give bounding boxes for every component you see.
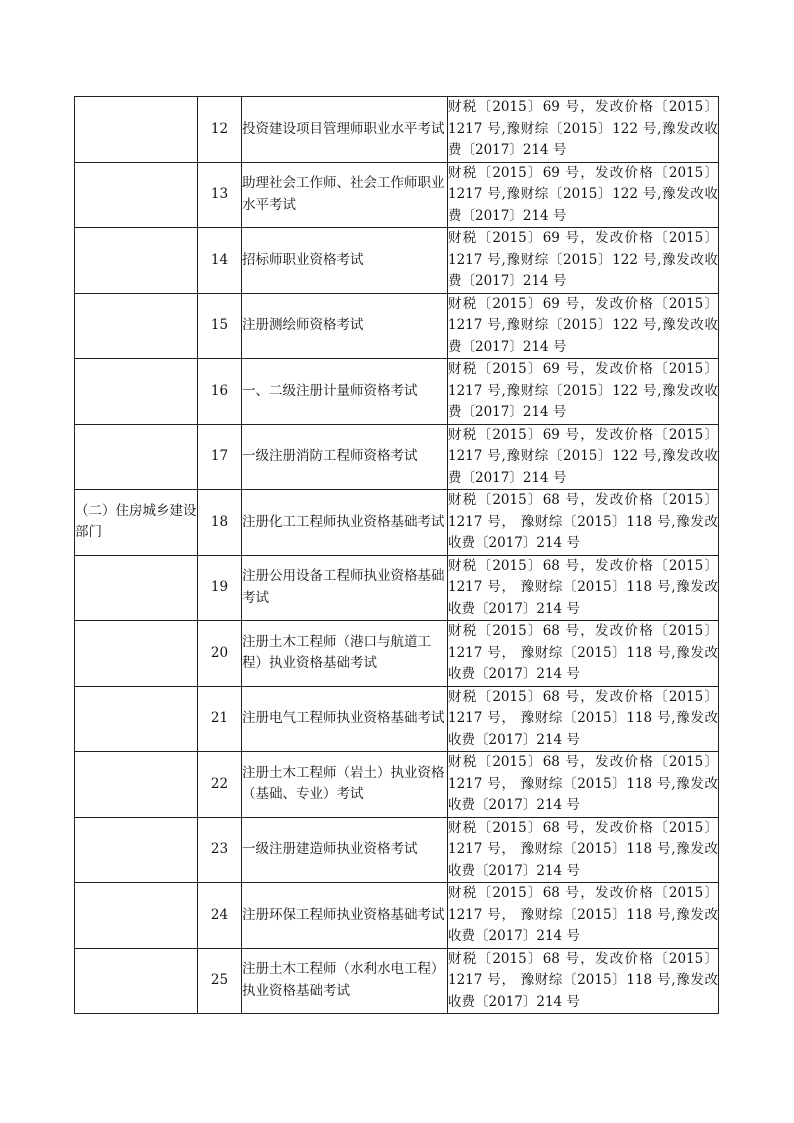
- table-row: [75, 948, 719, 1014]
- department-cell: [75, 162, 198, 228]
- fee-basis-cell: 财税〔2015〕68 号，发改价格〔2015〕1217 号， 豫财综〔2015〕118 号,豫发改收费〔2017〕214 号: [448, 621, 719, 687]
- department-cell: [75, 817, 198, 883]
- exam-name-cell: 注册电气工程师执业资格基础考试: [242, 686, 448, 752]
- table-row: [75, 817, 719, 883]
- fee-basis-cell: 财税〔2015〕69 号，发改价格〔2015〕1217 号,豫财综〔2015〕122 号,豫发改收费〔2017〕214 号: [448, 293, 719, 359]
- department-cell: [75, 293, 198, 359]
- department-cell: [75, 228, 198, 294]
- table-row: [75, 162, 719, 228]
- item-number-cell: 17: [198, 424, 242, 490]
- exam-name-cell: 一级注册建造师执业资格考试: [242, 817, 448, 883]
- item-number-cell: 19: [198, 555, 242, 621]
- item-number-cell: 21: [198, 686, 242, 752]
- exam-name-cell: 一级注册消防工程师资格考试: [242, 424, 448, 490]
- table-row: [75, 490, 719, 556]
- item-number-cell: 25: [198, 948, 242, 1014]
- department-cell: [75, 359, 198, 425]
- exam-name-cell: 招标师职业资格考试: [242, 228, 448, 294]
- table-row: [75, 359, 719, 425]
- item-number-cell: 15: [198, 293, 242, 359]
- exam-name-cell: 投资建设项目管理师职业水平考试: [242, 97, 448, 163]
- fee-basis-cell: 财税〔2015〕69 号，发改价格〔2015〕1217 号,豫财综〔2015〕122 号,豫发改收费〔2017〕214 号: [448, 97, 719, 163]
- fee-basis-cell: 财税〔2015〕69 号，发改价格〔2015〕1217 号,豫财综〔2015〕122 号,豫发改收费〔2017〕214 号: [448, 424, 719, 490]
- exam-name-cell: 注册化工工程师执业资格基础考试: [242, 490, 448, 556]
- table-row: [75, 424, 719, 490]
- department-cell: （二）住房城乡建设部门: [75, 490, 198, 556]
- item-number-cell: 20: [198, 621, 242, 687]
- department-cell: [75, 883, 198, 949]
- fee-basis-cell: 财税〔2015〕69 号，发改价格〔2015〕1217 号,豫财综〔2015〕122 号,豫发改收费〔2017〕214 号: [448, 359, 719, 425]
- exam-name-cell: 注册环保工程师执业资格基础考试: [242, 883, 448, 949]
- table-row: [75, 97, 719, 163]
- fee-basis-cell: 财税〔2015〕68 号，发改价格〔2015〕1217 号， 豫财综〔2015〕118 号,豫发改收费〔2017〕214 号: [448, 817, 719, 883]
- table-row: [75, 883, 719, 949]
- item-number-cell: 14: [198, 228, 242, 294]
- department-cell: [75, 686, 198, 752]
- item-number-cell: 13: [198, 162, 242, 228]
- department-cell: [75, 424, 198, 490]
- item-number-cell: 22: [198, 752, 242, 818]
- table-row: [75, 621, 719, 687]
- table-row: [75, 555, 719, 621]
- exam-name-cell: 注册测绘师资格考试: [242, 293, 448, 359]
- table-row: [75, 686, 719, 752]
- fee-basis-cell: 财税〔2015〕69 号，发改价格〔2015〕1217 号,豫财综〔2015〕122 号,豫发改收费〔2017〕214 号: [448, 228, 719, 294]
- table-row: [75, 752, 719, 818]
- item-number-cell: 18: [198, 490, 242, 556]
- item-number-cell: 12: [198, 97, 242, 163]
- item-number-cell: 23: [198, 817, 242, 883]
- exam-name-cell: 注册土木工程师（水利水电工程）执业资格基础考试: [242, 948, 448, 1014]
- item-number-cell: 16: [198, 359, 242, 425]
- department-cell: [75, 621, 198, 687]
- exam-name-cell: 注册公用设备工程师执业资格基础考试: [242, 555, 448, 621]
- fee-basis-cell: 财税〔2015〕68 号，发改价格〔2015〕1217 号， 豫财综〔2015〕118 号,豫发改收费〔2017〕214 号: [448, 948, 719, 1014]
- exam-name-cell: 注册土木工程师（岩土）执业资格（基础、专业）考试: [242, 752, 448, 818]
- department-cell: [75, 752, 198, 818]
- fee-basis-cell: 财税〔2015〕68 号，发改价格〔2015〕1217 号， 豫财综〔2015〕118 号,豫发改收费〔2017〕214 号: [448, 883, 719, 949]
- exam-name-cell: 助理社会工作师、社会工作师职业水平考试: [242, 162, 448, 228]
- department-cell: [75, 948, 198, 1014]
- exam-name-cell: 注册土木工程师（港口与航道工程）执业资格基础考试: [242, 621, 448, 687]
- fee-basis-table: [74, 96, 719, 1014]
- item-number-cell: 24: [198, 883, 242, 949]
- department-cell: [75, 555, 198, 621]
- table-row: [75, 228, 719, 294]
- fee-basis-cell: 财税〔2015〕68 号，发改价格〔2015〕1217 号， 豫财综〔2015〕118 号,豫发改收费〔2017〕214 号: [448, 490, 719, 556]
- fee-basis-cell: 财税〔2015〕69 号，发改价格〔2015〕1217 号,豫财综〔2015〕122 号,豫发改收费〔2017〕214 号: [448, 162, 719, 228]
- fee-table-body: [75, 97, 719, 1014]
- exam-name-cell: 一、二级注册计量师资格考试: [242, 359, 448, 425]
- fee-basis-cell: 财税〔2015〕68 号，发改价格〔2015〕1217 号， 豫财综〔2015〕118 号,豫发改收费〔2017〕214 号: [448, 686, 719, 752]
- fee-basis-cell: 财税〔2015〕68 号，发改价格〔2015〕1217 号， 豫财综〔2015〕118 号,豫发改收费〔2017〕214 号: [448, 555, 719, 621]
- table-row: [75, 293, 719, 359]
- department-cell: [75, 97, 198, 163]
- fee-basis-cell: 财税〔2015〕68 号，发改价格〔2015〕1217 号， 豫财综〔2015〕118 号,豫发改收费〔2017〕214 号: [448, 752, 719, 818]
